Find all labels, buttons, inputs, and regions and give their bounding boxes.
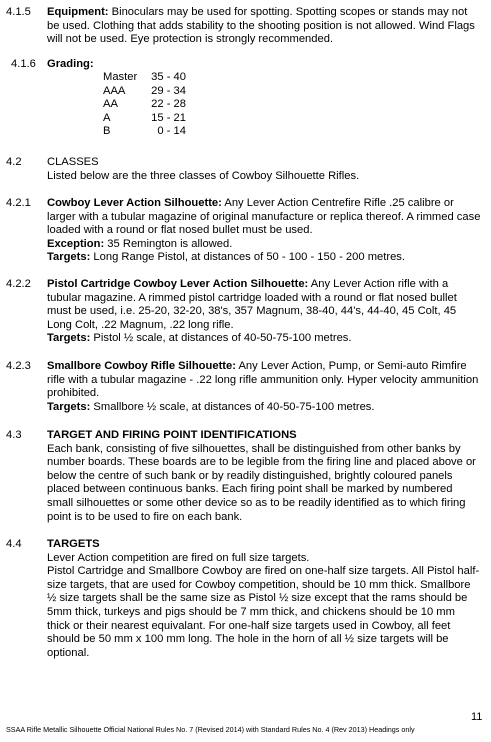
section-heading: Smallbore Cowboy Rifle Silhouette:: [47, 360, 236, 372]
section-heading: Grading:: [47, 58, 94, 70]
table-row: [103, 125, 186, 139]
page-footer: SSAA Rifle Metallic Silhouette Official National Rules No. 7 (Revised 2014) with Standard Rules No. 4 (Rev 2013) Headings only: [6, 725, 415, 734]
exception-label: Exception:: [47, 237, 105, 250]
section-text: Binoculars may be used for spotting. Spotting scopes or stands may not be used. Clothing that adds stability to the shooting position is not allowed. Wind Flags will not be used. Eye protection is strongly recommended.: [47, 6, 475, 46]
section-text: Any Lever Action Centrefire Rifle .25 calibre or larger with a tubular magazine of original manufacture or replica thereof. A rimmed case loaded with a round or flat nosed bullet must be used.: [47, 197, 481, 237]
section-4-2-3: [6, 360, 481, 414]
table-row: [103, 112, 186, 126]
exception-text: 35 Remington is allowed.: [104, 237, 233, 250]
targets-line: [47, 401, 481, 415]
section-number: 4.1.5: [6, 6, 31, 18]
section-heading: [47, 429, 481, 443]
targets-text: Long Range Pistol, at distances of 50 - 100 - 150 - 200 metres.: [90, 251, 405, 264]
grade-range: 22 - 28: [151, 98, 186, 111]
section-number: 4.1.6: [11, 58, 36, 70]
section-4-1-6: [6, 58, 481, 72]
grade-level: B: [103, 125, 111, 138]
grade-level: AA: [103, 98, 118, 111]
section-text: Listed below are the three classes of Cowboy Silhouette Rifles.: [47, 169, 360, 182]
section-text: Each bank, consisting of five silhouettes, shall be distinguished from other banks by number boards. These boards are to be legible from the firing line and placed above or below the centre of such bank or by readily distinguished, brightly coloured panels placed between continuous banks. Each firing point shall be marked by numbered small silhouettes or some other device so as to be readily identified as to which firing point is to be used to fire on each bank.: [47, 442, 476, 523]
targets-line: [47, 251, 481, 265]
grade-range: 29 - 34: [151, 84, 186, 97]
targets-text: Pistol ½ scale, at distances of 40-50-75-100 metres.: [90, 332, 352, 345]
grade-range: 35 - 40: [151, 71, 186, 83]
targets-label: Targets:: [47, 332, 91, 345]
grading-table: [103, 71, 186, 139]
section-number: 4.2.1: [6, 197, 31, 209]
section-number: 4.2: [6, 156, 22, 168]
section-heading: Pistol Cartridge Cowboy Lever Action Silhouette:: [47, 278, 309, 290]
targets-label: Targets:: [47, 400, 91, 413]
section-paragraph: [47, 197, 481, 238]
section-4-3: [6, 429, 481, 524]
section-4-2-1: [6, 197, 481, 265]
targets-text: Smallbore ½ scale, at distances of 40-50-75-100 metres.: [90, 400, 375, 413]
section-text: Any Lever Action rifle with a tubular magazine. A rimmed pistol cartridge loaded with a round or flat nosed bullet must be used, i.e. 25-20, 32-20, 38's, 357 Magnum, 38-40, 44's, 44-40, 45 Colt, 45 Long Colt, .22 Magnum, .22 long rifle.: [47, 278, 457, 331]
section-4-2: [6, 156, 481, 183]
grade-level: Master: [103, 71, 138, 83]
section-heading: CLASSES: [47, 156, 99, 168]
section-heading: Equipment:: [47, 6, 109, 18]
section-number: 4.4: [6, 538, 22, 550]
section-number: 4.2.2: [6, 278, 31, 290]
grade-level: AAA: [103, 84, 126, 97]
section-4-4: [6, 538, 481, 660]
section-paragraph: [47, 6, 481, 47]
grade-range: 0 - 14: [157, 125, 186, 138]
section-paragraph: [47, 278, 481, 332]
grade-range: 15 - 21: [151, 111, 186, 124]
section-number: 4.3: [6, 429, 22, 441]
targets-line: [47, 332, 481, 346]
page-number: 11: [471, 711, 483, 723]
table-row: [103, 85, 186, 99]
section-heading: [47, 538, 481, 552]
grade-level: A: [103, 111, 111, 124]
section-4-2-2: [6, 278, 481, 346]
section-text: Pistol Cartridge and Smallbore Cowboy are fired on one-half size targets. All Pistol half-size targets, that are used for Cowboy competition, should be 10 mm thick. Smallbore ½ size targets shall be the same size as Pistol ½ size except that the rams should be 5mm thick, turkeys and pigs should be 7 mm thick, and chickens should be 10 mm thick or their nearest equivalant. For one-half size targets used in Cowboy, all feet should be 50 mm x 100 mm long. The hole in the horn of all ½ size targets will be optional.: [47, 565, 480, 659]
exception-line: [47, 238, 481, 252]
section-paragraph: [47, 360, 481, 401]
section-heading: Cowboy Lever Action Silhouette:: [47, 197, 222, 209]
section-text: Lever Action competition are fired on full size targets.: [47, 551, 310, 564]
section-text: Any Lever Action, Pump, or Semi-auto Rimfire rifle with a tubular magazine - .22 long rifle ammunition only. Hyper velocity ammunition prohibited.: [47, 360, 479, 400]
section-heading-text: TARGETS: [47, 538, 100, 550]
section-number: 4.2.3: [6, 360, 31, 372]
section-heading-text: TARGET AND FIRING POINT IDENTIFICATIONS: [47, 429, 297, 441]
table-row: [103, 71, 186, 85]
table-row: [103, 98, 186, 112]
section-4-1-5: [6, 6, 481, 47]
targets-label: Targets:: [47, 251, 91, 264]
section-paragraph: [47, 58, 481, 72]
